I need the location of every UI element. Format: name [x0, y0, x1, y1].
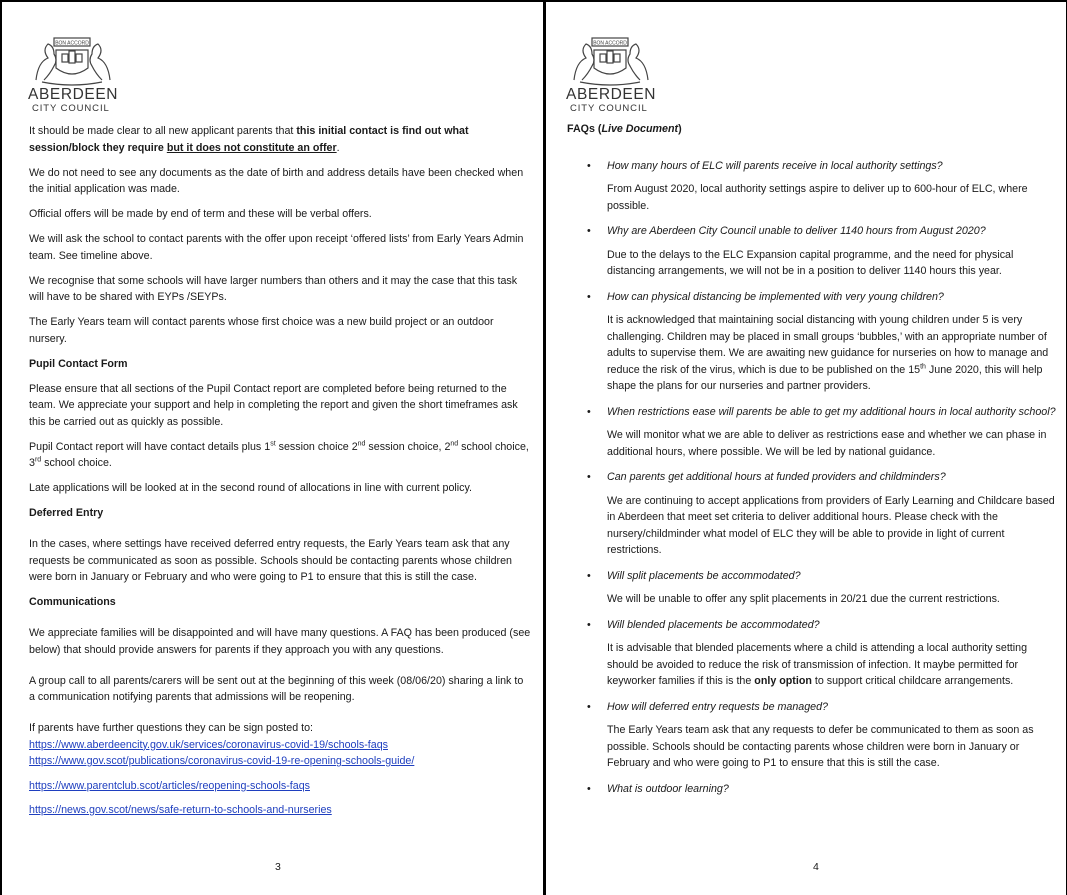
coat-of-arms-icon — [566, 34, 656, 86]
faq-item — [567, 223, 1057, 280]
communications-heading: Communications — [29, 596, 116, 608]
link-parentclub-faqs[interactable]: https://www.parentclub.scot/articles/reopening-schools-faqs — [29, 779, 310, 792]
late-applications-paragraph: Late applications will be looked at in the second round of allocations in line with current policy. — [29, 482, 472, 494]
faq-item — [567, 617, 1057, 690]
pupil-contact-paragraph: Please ensure that all sections of the Pupil Contact report are completed before being returned to the team. We appreciate your support and help in completing the report and given the short timeframes ask this be carried out as quickly as possible. — [29, 382, 518, 428]
recognise-paragraph: We recognise that some schools will have larger numbers than others and it may the case that this task will have to be shared with EYPs /SEYPs. — [29, 274, 518, 303]
faq-answer: From August 2020, local authority settings aspire to deliver up to 600-hour of ELC, where possible. — [607, 183, 1028, 212]
signpost-text: If parents have further questions they can be sign posted to: — [29, 722, 313, 734]
faq-question: • When restrictions ease will parents be able to get my additional hours in local authority school? — [587, 405, 1056, 418]
faq-question: • Why are Aberdeen City Council unable to deliver 1140 hours from August 2020? — [587, 225, 986, 237]
contact-details-paragraph: Pupil Contact report will have contact details plus 1st session choice 2nd session choice, 2nd school choice, 3rd school choice. — [29, 439, 529, 469]
faq-answer: We will be unable to offer any split placements in 20/21 due the current restrictions. — [607, 593, 1000, 605]
faq-question: • Will split placements be accommodated? — [587, 569, 801, 582]
faq-question: • How many hours of ELC will parents receive in local authority settings? — [587, 159, 943, 172]
faq-answer: We will monitor what we are able to deliver as restrictions ease and whether we can phase in additional hours, where possible. We will be led by national guidance. — [607, 429, 1047, 458]
pupil-contact-heading: Pupil Contact Form — [29, 357, 128, 370]
faq-item — [567, 699, 1057, 772]
faq-item — [567, 781, 1057, 798]
faq-item — [567, 469, 1057, 559]
communications-paragraph: We appreciate families will be disappointed and will have many questions. A FAQ has been produced (see below) that should provide answers for parents if they approach you with any questions. — [29, 627, 531, 656]
faq-question: • How can physical distancing be implemented with very young children? — [587, 290, 944, 303]
page-number: 4 — [813, 861, 819, 873]
documents-paragraph: We do not need to see any documents as the date of birth and address details have been checked when the initial application was made. — [29, 166, 524, 195]
page-4-body — [567, 121, 1057, 804]
svg-text:BON ACCORD: BON ACCORD — [55, 40, 89, 47]
faq-question: • Can parents get additional hours at funded providers and childminders? — [587, 471, 946, 483]
logo-wordmark: ABERDEEN — [566, 86, 657, 103]
faq-list — [567, 158, 1057, 798]
group-call-paragraph: A group call to all parents/carers will be sent out at the beginning of this week (08/06/20) sharing a link to a communication notifying parents that admissions will be reopening. — [29, 674, 524, 703]
faq-answer: The Early Years team ask that any requests to defer be communicated to them as soon as possible. Schools should be contacting parents whose children were born in January or February and who were going to P1 to ensure that this is still the case. — [607, 724, 1034, 769]
school-contact-paragraph: We will ask the school to contact parents with the offer upon receipt ‘offered lists’ from Early Years Admin team. See timeline above. — [29, 233, 524, 262]
link-news-gov-scot[interactable]: https://news.gov.scot/news/safe-return-to-schools-and-nurseries — [29, 804, 332, 816]
deferred-entry-heading: Deferred Entry — [29, 507, 104, 519]
faq-item — [567, 568, 1057, 608]
page-number: 3 — [275, 861, 281, 873]
deferred-entry-paragraph: In the cases, where settings have received deferred entry requests, the Early Years team ask that any requests be communicated as soon as possible. Schools should be contacting parents whose children were born in January or February and who were going to P1 to ensure that this is still the case. — [29, 538, 513, 583]
faq-answer: We are continuing to accept applications from providers of Early Learning and Childcare based in Aberdeen that meet set criteria to deliver additional hours. Please check with the nursery/childminder what model of ELC they will be able to provide in light of current restrictions. — [607, 494, 1055, 556]
intro-paragraph: It should be made clear to all new applicant parents that this initial contact is find out what session/block they require but it does not constitute an offer. — [29, 125, 469, 154]
logo-subtitle: CITY COUNCIL — [570, 103, 648, 114]
link-gov-scot-guide[interactable]: https://www.gov.scot/publications/coronavirus-covid-19-re-opening-schools-guide/ — [29, 755, 415, 767]
page-3-body — [29, 123, 531, 819]
logo-wordmark: ABERDEEN — [28, 86, 119, 103]
logo-subtitle: CITY COUNCIL — [32, 103, 110, 114]
faq-question: • Will blended placements be accommodated? — [587, 618, 820, 631]
resource-links — [29, 720, 531, 819]
team-contact-paragraph: The Early Years team will contact parents whose first choice was a new build project or an outdoor nursery. — [29, 316, 494, 345]
coat-of-arms-icon — [28, 34, 118, 86]
offers-paragraph: Official offers will be made by end of term and these will be verbal offers. — [29, 208, 372, 220]
aberdeen-city-council-logo — [28, 34, 118, 112]
faq-item — [567, 404, 1057, 461]
faq-question: • How will deferred entry requests be managed? — [587, 700, 828, 713]
faq-title: FAQs (Live Document) — [567, 123, 682, 135]
link-aberdeencity-faqs[interactable]: https://www.aberdeencity.gov.uk/services/coronavirus-covid-19/schools-faqs — [29, 738, 388, 751]
faq-answer: It is advisable that blended placements where a child is attending a local authority setting should be avoided to reduce the risk of transmission of infection. It maybe permitted for keyworker families if this is the only option to support critical childcare arrangements. — [607, 642, 1028, 687]
faq-item — [567, 289, 1057, 395]
faq-answer: It is acknowledged that maintaining social distancing with young children under 5 is very challenging. Children may be placed in small groups ‘bubbles,’ with an appropriate number of adults to supervise them. We are awaiting new guidance for nurseries on how to manage and reduce the risk of the virus, which is due to be published on the 15th June 2020, this will help shape the plans for our nurseries and partner providers. — [607, 314, 1049, 392]
document-page-4 — [546, 0, 1067, 895]
aberdeen-city-council-logo — [566, 34, 656, 112]
faq-question: • What is outdoor learning? — [587, 782, 729, 795]
faq-answer: Due to the delays to the ELC Expansion capital programme, and the need for physical distancing arrangements, we will not be in a position to deliver 1140 hours this year. — [607, 248, 1014, 277]
faq-item — [567, 158, 1057, 215]
svg-text:BON ACCORD: BON ACCORD — [593, 40, 627, 47]
